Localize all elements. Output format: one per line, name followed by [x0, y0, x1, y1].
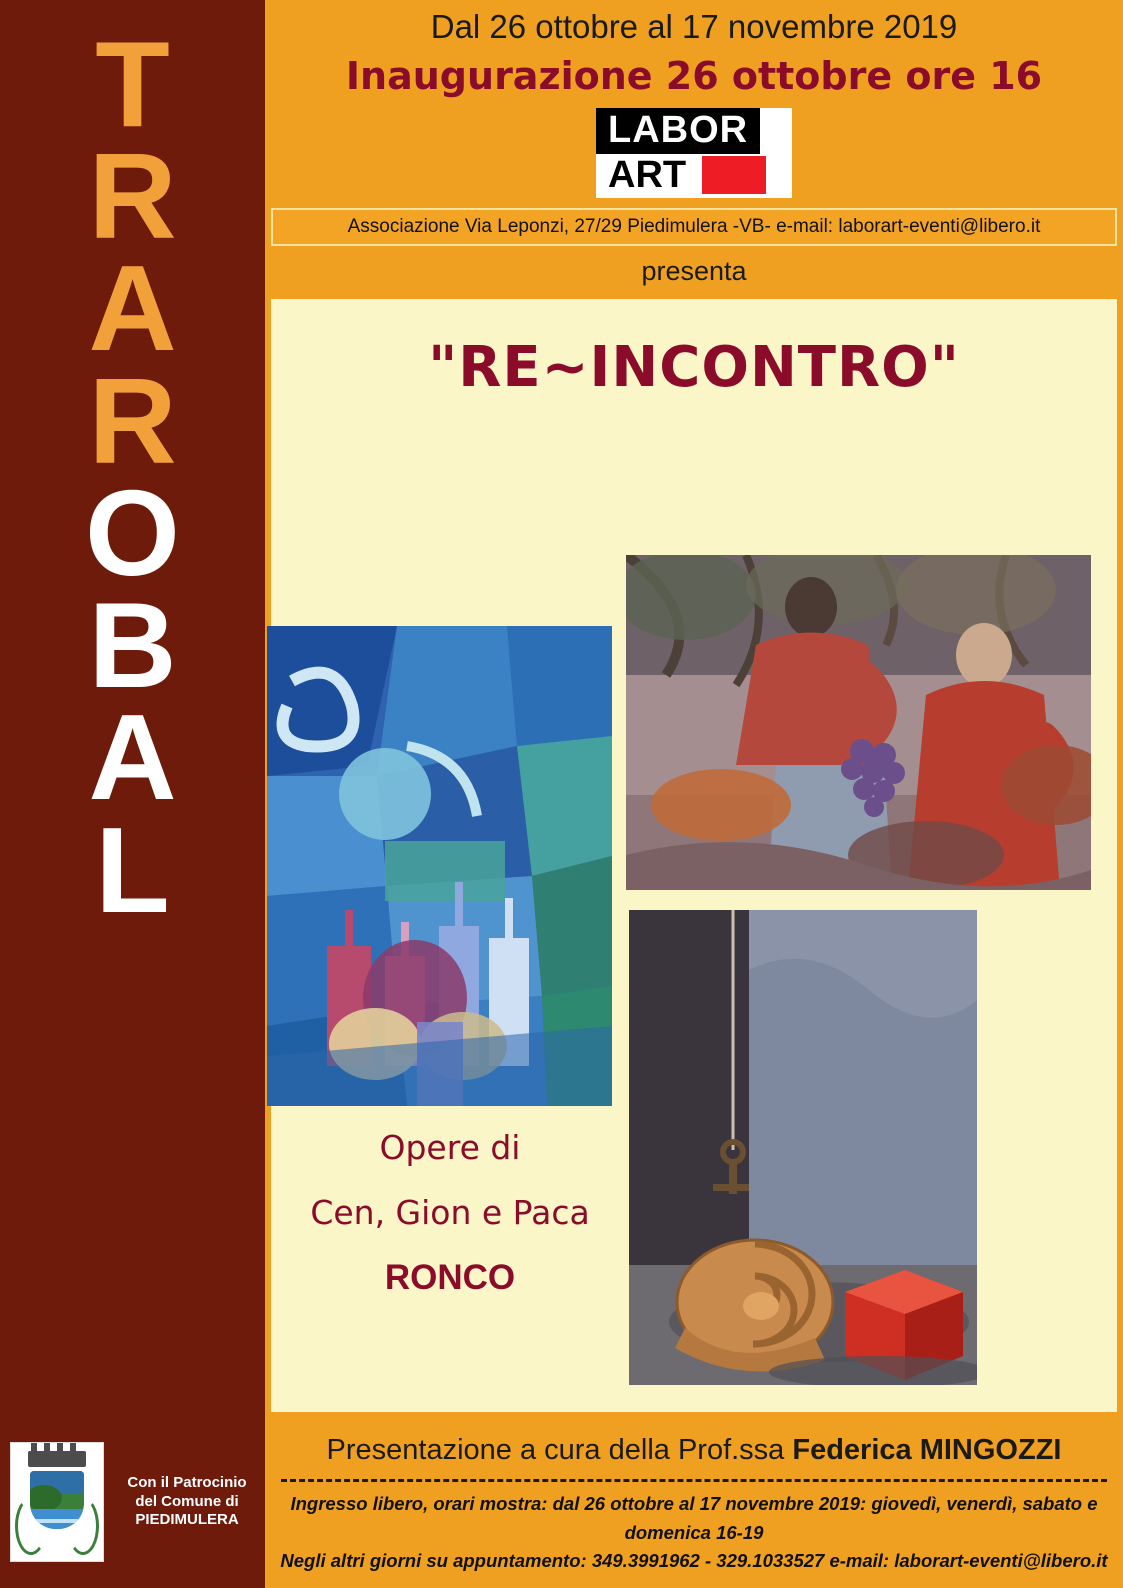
vertical-letter: A: [88, 240, 177, 377]
patronage-block: [0, 1442, 265, 1562]
logo-red-square-icon: [702, 156, 766, 194]
vertical-letter: R: [88, 128, 177, 265]
presenta-label: presenta: [641, 256, 747, 286]
credits-opere-di: Opere di: [379, 1128, 521, 1167]
credits-surname: RONCO: [384, 1258, 516, 1297]
info-line-2: Negli altri giorni su appuntamento: 349.3991962 - 329.1033527 e-mail: laborart-eventi@libero.it: [280, 1550, 1108, 1572]
vertical-letter: R: [88, 352, 177, 489]
main-column: [265, 0, 1123, 1588]
vertical-letter: O: [85, 464, 180, 601]
logo-labor-text: LABOR: [596, 108, 760, 154]
vertical-letter: T: [95, 16, 170, 152]
vertical-letter: B: [88, 577, 177, 714]
info-line-1: Ingresso libero, orari mostra: dal 26 ottobre al 17 novembre 2019: giovedì, venerdì, sabato e domenica 16-19: [290, 1492, 1098, 1543]
cubist-bottles-painting: [267, 626, 612, 1106]
credits-artists: Cen, Gion e Paca: [310, 1193, 590, 1232]
exhibition-title: "RE~INCONTRO": [428, 335, 960, 400]
opening-line: Inaugurazione 26 ottobre ore 16: [345, 54, 1043, 98]
dashed-divider: [281, 1479, 1107, 1482]
vertical-labor-art-text: [0, 0, 265, 1400]
logo-art-text: ART: [608, 154, 687, 196]
logo-container: [265, 106, 1123, 204]
laborart-logo: [596, 108, 792, 198]
patronage-line-2: del Comune di: [135, 1492, 239, 1510]
presentation-name: Federica MINGOZZI: [792, 1433, 1062, 1466]
vertical-letter: L: [95, 801, 170, 938]
cubist-bottles-image: [267, 626, 612, 1106]
vertical-letter: A: [88, 689, 177, 826]
presentation-prefix: Presentazione a cura della Prof.ssa: [326, 1433, 793, 1466]
exhibition-dates: Dal 26 ottobre al 17 novembre 2019: [430, 8, 958, 45]
association-contact: Associazione Via Leponzi, 27/29 Piedimulera -VB- e-mail: laborart-eventi@libero.it: [271, 208, 1117, 246]
visiting-info: [265, 1490, 1123, 1588]
footer: [265, 1412, 1123, 1588]
content-panel: [271, 299, 1117, 1412]
artists-credits: [285, 1128, 615, 1298]
patronage-line-1: Con il Patrocinio: [127, 1473, 247, 1491]
snail-and-red-cube-painting: [629, 910, 977, 1385]
left-vertical-band: [0, 0, 265, 1588]
grape-harvest-painting: [626, 555, 1091, 890]
patronage-line-3: PIEDIMULERA: [135, 1511, 239, 1529]
artwork-area: [271, 418, 1117, 1408]
comune-piedimulera-crest-icon: [10, 1442, 104, 1562]
presentation-line: [265, 1422, 1123, 1477]
snail-cube-image: [629, 910, 977, 1385]
grape-harvest-image: [626, 555, 1091, 890]
patronage-text: [112, 1474, 262, 1530]
